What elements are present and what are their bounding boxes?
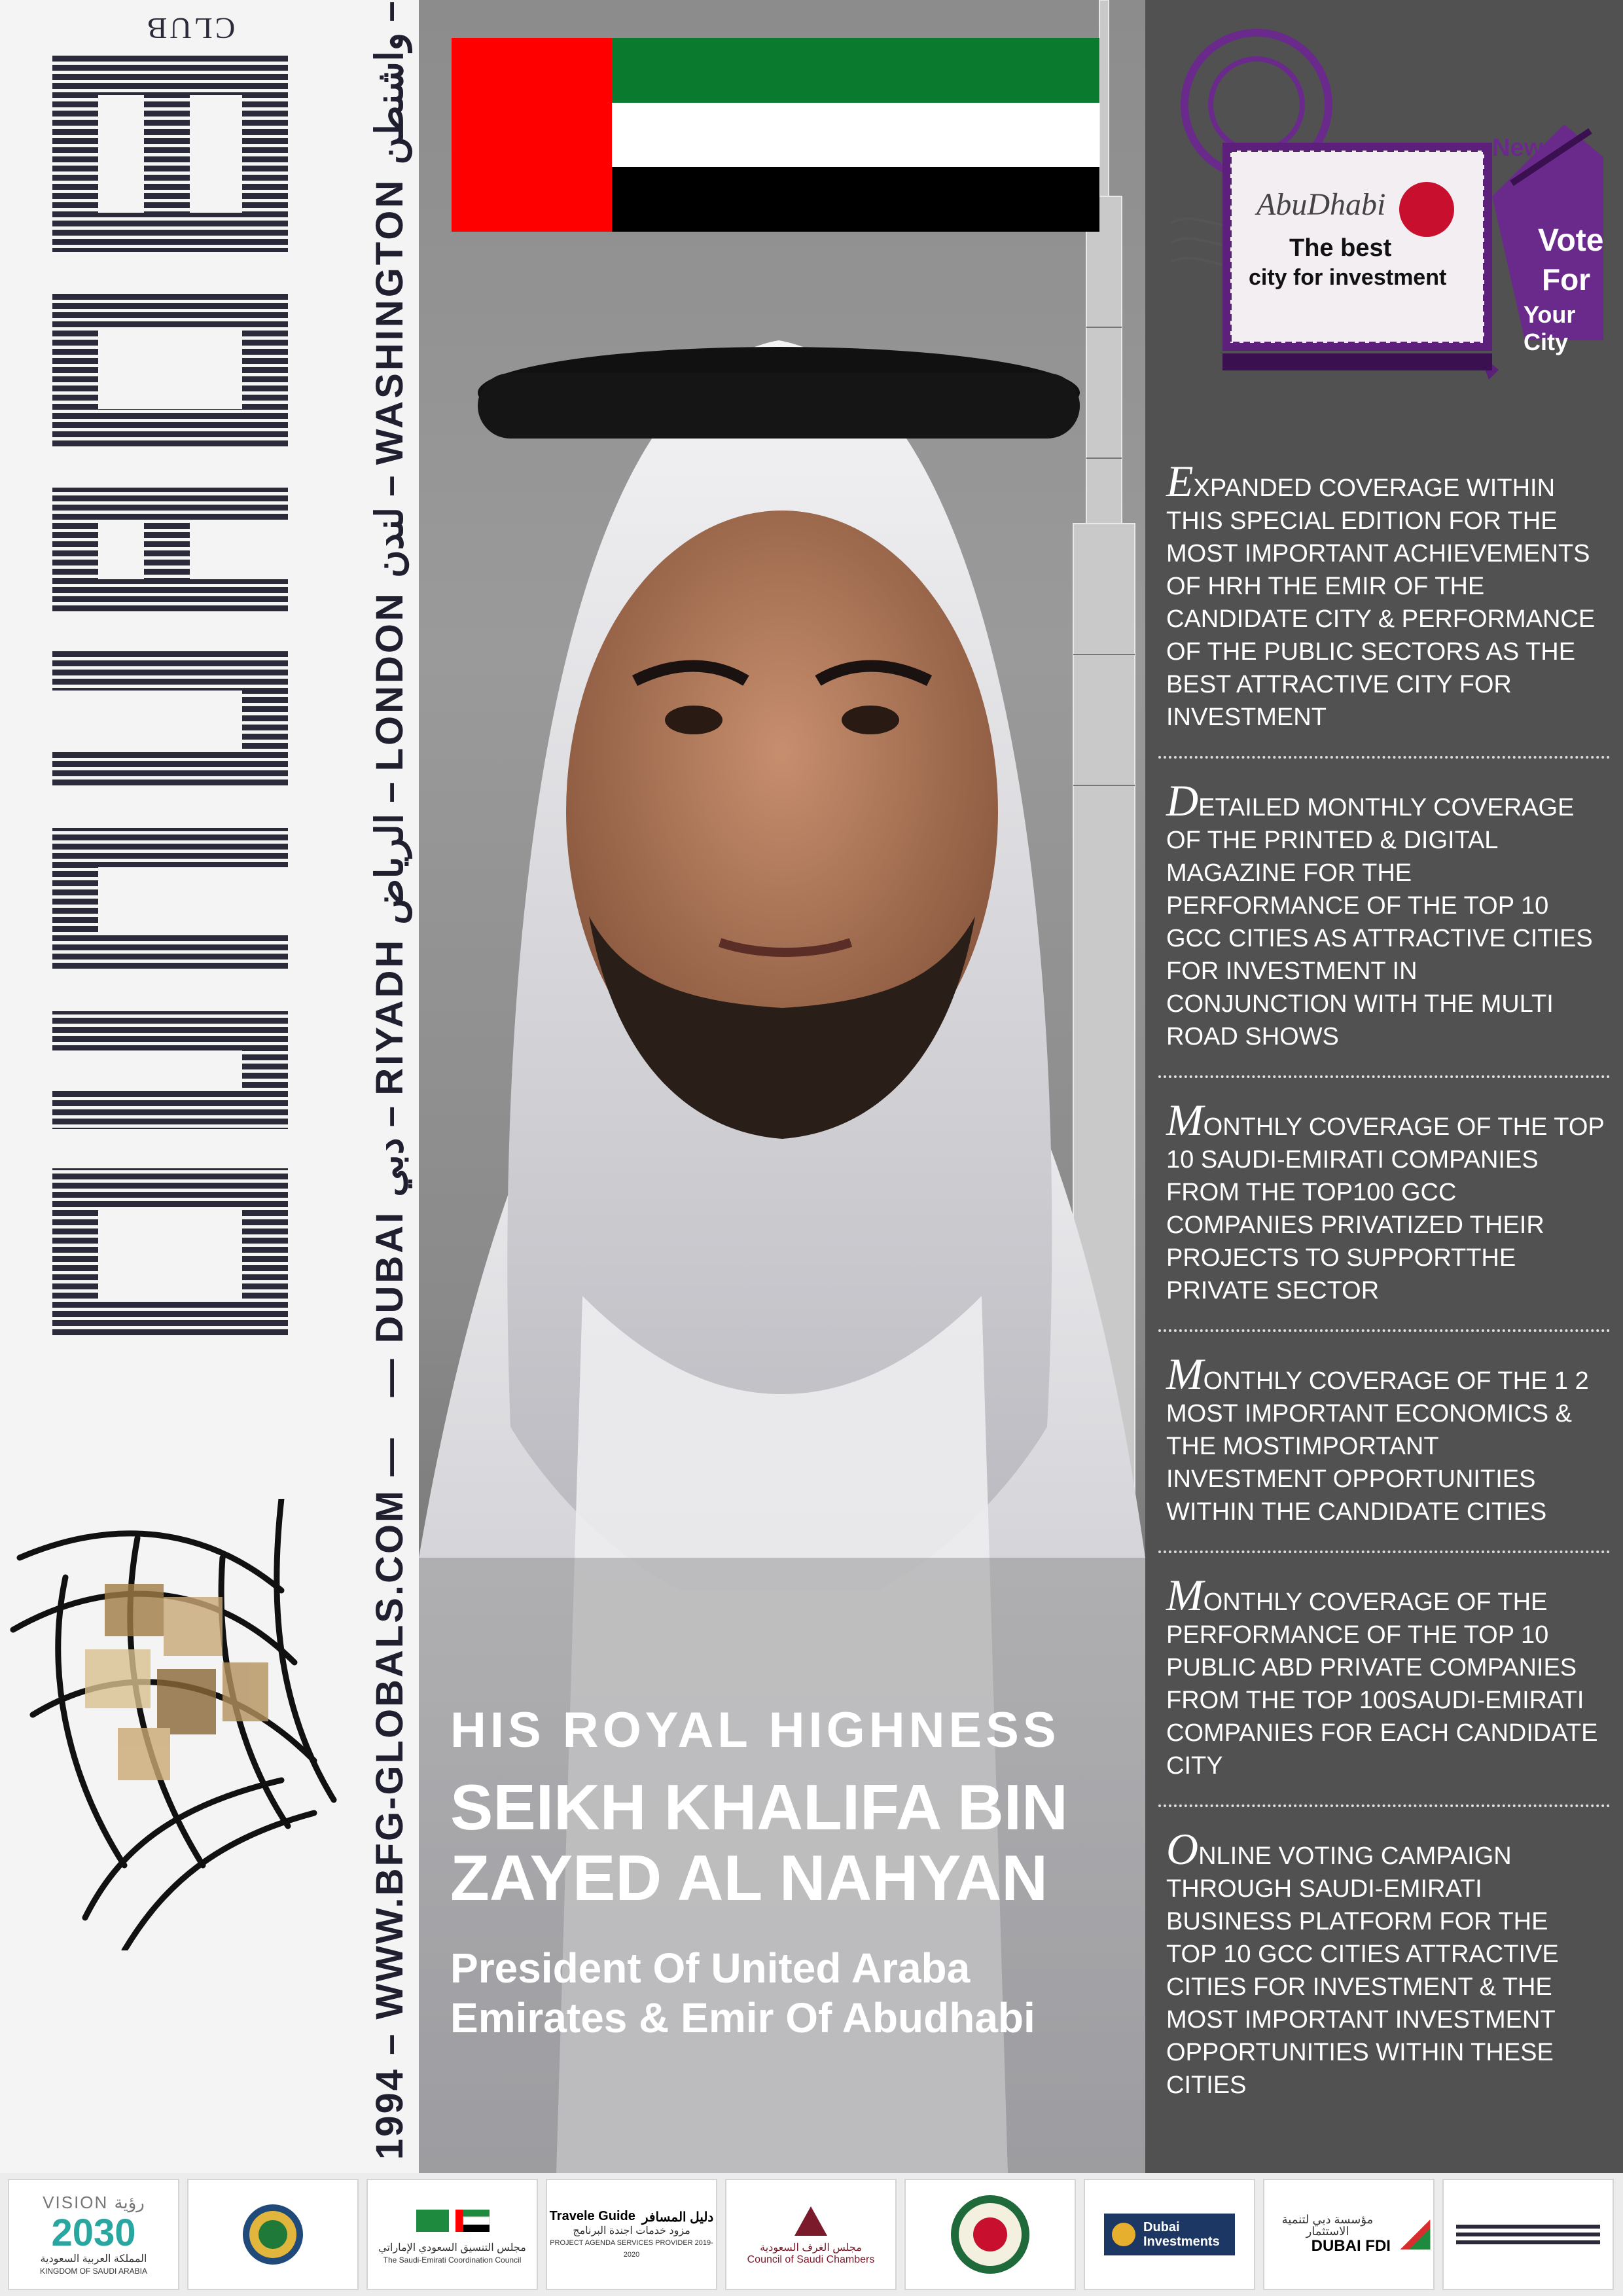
dubai-investments-icon	[1112, 2223, 1135, 2246]
masthead	[0, 0, 419, 2173]
caption-name-line1: SEIKH KHALIFA BIN	[450, 1771, 1068, 1843]
travel-ar-sub: مزود خدمات اجندة البرنامج	[573, 2225, 690, 2236]
feature-dropcap: M	[1166, 1095, 1204, 1145]
coordination-ar: مجلس التنسيق السعودي الإماراتي	[378, 2242, 526, 2253]
dubai-fdi-logo	[1263, 2179, 1435, 2290]
club-magazine-label: CLUB	[144, 12, 236, 45]
dubai-investments-logo	[1084, 2179, 1255, 2290]
feature-dropcap: E	[1166, 456, 1194, 506]
vision-kingdom-ar: المملكة العربية السعودية	[40, 2253, 147, 2265]
cities-label: — DUBAI دبي – RIYADH الرياض – LONDON لندن – WASHINGTON واشنطن –	[368, 1, 411, 1397]
cover-center	[419, 0, 1145, 2173]
vertical-text-line	[363, 1, 416, 2173]
flag-green-stripe	[612, 38, 1099, 103]
fdi-en: DUBAI FDI	[1311, 2237, 1391, 2255]
travel-guide-logo	[546, 2179, 717, 2290]
caption-title	[450, 1943, 1105, 2043]
vote-new-label: New	[1492, 134, 1544, 162]
chambers-en: Council of Saudi Chambers	[747, 2254, 875, 2265]
gcc-emblem-logo	[187, 2179, 359, 2290]
flag-black-stripe	[612, 167, 1099, 232]
coordination-en: The Saudi-Emirati Coordination Council	[383, 2255, 522, 2265]
coordination-council-logo	[366, 2179, 538, 2290]
travel-en-title: Travele Guide	[549, 2208, 635, 2223]
feature-list	[1158, 456, 1610, 2146]
caption-title-line1: President Of United Araba	[450, 1945, 971, 1992]
vote-line1[interactable]: Vote	[1538, 223, 1604, 258]
flag-red-band	[452, 38, 612, 232]
feature-text: ETAILED MONTHLY COVERAGE OF THE PRINTED & DIGITAL MAGAZINE FOR THE PERFORMANCE OF THE TOP 10 GCC CITIES AS ATTRACTIVE CITIES FOR INVESTMENT IN CONJUNCTION WITH THE MULTI ROAD SHOWS	[1166, 794, 1593, 1050]
vote-line3[interactable]: Your City	[1524, 301, 1576, 355]
uae-flag	[452, 38, 1099, 232]
feature-text: ONTHLY COVERAGE OF THE PERFORMANCE OF THE TOP 10 PUBLIC ABD PRIVATE COMPANIES FROM THE TOP 100SAUDI-EMIRATI COMPANIES FOR EACH CANDIDATE CITY	[1166, 1588, 1598, 1780]
business-globals-small-logo	[1442, 2179, 1614, 2290]
feature-item	[1158, 1570, 1610, 1807]
feature-text: ONTHLY COVERAGE OF THE 1 2 MOST IMPORTANT ECONOMICS & THE MOSTIMPORTANT INVESTMENT OPPORTUNITIES WITHIN THE CANDIDATE CITIES	[1166, 1367, 1589, 1526]
feature-dropcap: O	[1166, 1824, 1199, 1874]
fdi-ar: مؤسسة دبي لتنمية الاستثمار	[1281, 2213, 1374, 2238]
stamp-city: AbuDhabi	[1257, 187, 1386, 222]
feature-dropcap: D	[1166, 776, 1199, 825]
feature-text: ONTHLY COVERAGE OF THE TOP 10 SAUDI-EMIRATI COMPANIES FROM THE TOP100 GCC COMPANIES PRIVATIZED THEIR PROJECTS TO SUPPORTTHE PRIVATE SECTOR	[1166, 1113, 1605, 1304]
saudi-chambers-logo	[725, 2179, 897, 2290]
feature-item	[1158, 1095, 1610, 1332]
arab-emblem-logo	[904, 2179, 1076, 2290]
vertical-masthead-strip	[363, 1, 416, 2173]
vision-arabic: رؤية	[114, 2192, 145, 2212]
feature-dropcap: M	[1166, 1349, 1204, 1399]
feature-item	[1158, 1824, 1610, 2124]
portrait-caption	[450, 1702, 1105, 2043]
website-label: 1994 – WWW.BFG-GLOBALS.COM —	[368, 1436, 411, 2160]
stamp-best: The best	[1289, 234, 1392, 262]
travel-en-sub: PROJECT AGENDA SERVICES PROVIDER 2019-2020	[550, 2238, 713, 2259]
business-globals-logo	[46, 56, 314, 1404]
feature-text: XPANDED COVERAGE WITHIN THIS SPECIAL EDITION FOR THE MOST IMPORTANT ACHIEVEMENTS OF HRH THE EMIR OF THE CANDIDATE CITY & PERFORMANCE OF THE PUBLIC SECTORS AS THE BEST ATTRACTIVE CITY FOR INVESTMENT	[1166, 475, 1596, 731]
vision-word: VISION	[43, 2192, 109, 2212]
feature-dropcap: M	[1166, 1570, 1204, 1620]
caption-name-line2: ZAYED AL NAHYAN	[450, 1842, 1048, 1914]
feature-column	[1145, 0, 1623, 2173]
globe-emblem	[7, 1499, 340, 1950]
caption-hrh: HIS ROYAL HIGHNESS	[450, 1702, 1060, 1758]
feature-text: NLINE VOTING CAMPAIGN THROUGH SAUDI-EMIRATI BUSINESS PLATFORM FOR THE TOP 10 GCC CITIES ATTRACTIVE CITIES FOR INVESTMENT & THE MOST IMPORTANT INVESTMENT OPPORTUNITIES WITHIN THESE CITIES	[1166, 1842, 1559, 2099]
vision-kingdom: KINGDOM OF SAUDI ARABIA	[39, 2266, 148, 2276]
vision-2030-logo	[8, 2179, 179, 2290]
stamp-investment: city for investment	[1249, 265, 1447, 290]
partner-logos-bar	[0, 2173, 1623, 2296]
flag-white-stripe	[612, 103, 1099, 168]
dubai-inv-line1: Dubai	[1143, 2220, 1180, 2234]
chambers-ar: مجلس الغرف السعودية	[760, 2242, 862, 2253]
dubai-inv-line2: Investments	[1143, 2234, 1220, 2249]
travel-ar-title: دليل المسافر	[641, 2210, 714, 2225]
vote-line2[interactable]: For	[1542, 262, 1591, 296]
abu-dhabi-stamp	[1158, 26, 1610, 393]
feature-item	[1158, 1349, 1610, 1553]
feature-item	[1158, 456, 1610, 759]
vision-year: 2030	[51, 2211, 136, 2254]
caption-title-line2: Emirates & Emir Of Abudhabi	[450, 1994, 1035, 2041]
feature-item	[1158, 776, 1610, 1078]
caption-name	[450, 1772, 1105, 1913]
